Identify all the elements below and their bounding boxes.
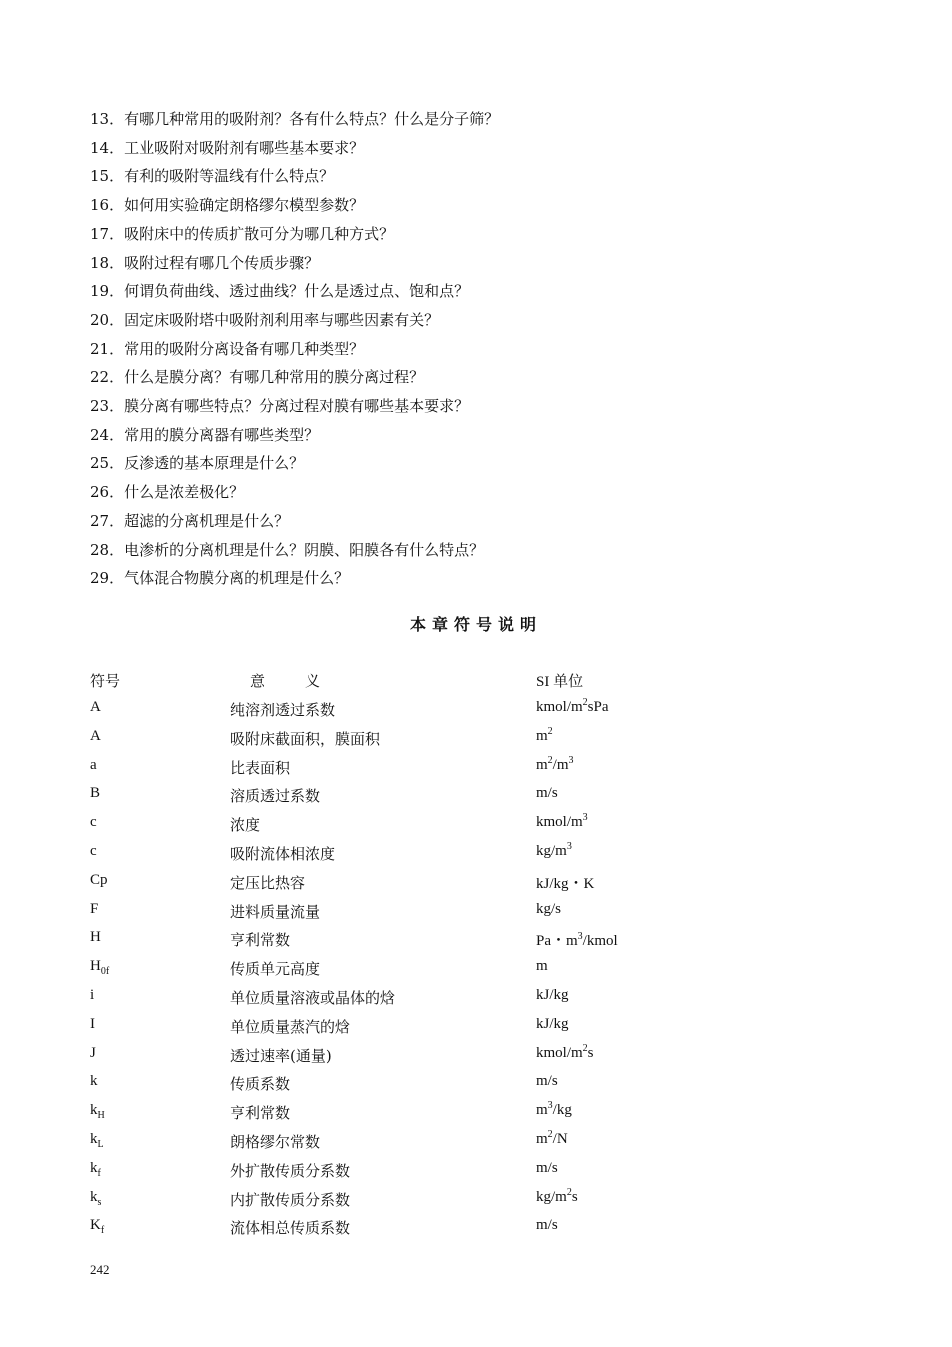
question-item: 13．有哪几种常用的吸附剂？各有什么特点？什么是分子筛？ [90, 110, 500, 128]
table-row [0, 1160, 952, 1186]
symbol-cell: $k_s$ [90, 1188, 102, 1208]
table-row [0, 1102, 952, 1128]
table-row [0, 929, 952, 955]
question-item: 29．气体混合物膜分离的机理是什么？ [90, 569, 350, 588]
symbol-cell: I [90, 1015, 95, 1032]
question-item: 14．工业吸附对吸附剂有哪些基本要求？ [90, 138, 365, 157]
table-row [0, 1217, 952, 1243]
header-unit: SI 单位 [536, 674, 584, 690]
question-item: 26．什么是浓差极化？ [90, 483, 245, 502]
symbol-cell: F [90, 900, 99, 917]
table-row [0, 901, 952, 927]
meaning-cell: 溶质透过系数 [230, 787, 321, 806]
unit-cell: Pa・$m^3$/kmol [536, 931, 618, 950]
unit-cell: kJ/kg [536, 1015, 569, 1032]
meaning-cell: 浓度 [230, 816, 261, 835]
table-row [0, 1073, 952, 1099]
symbol-cell: $k_f$ [90, 1159, 101, 1179]
meaning-cell: 进料质量流量 [230, 902, 321, 921]
unit-cell: $m^2/N$ [536, 1129, 568, 1147]
table-row [0, 754, 952, 783]
table-row [0, 987, 952, 1013]
question-item: 17．吸附床中的传质扩散可分为哪几种方式？ [90, 224, 395, 243]
unit-cell: kmol/$m^3$ [536, 812, 588, 831]
unit-cell: kJ/kg [536, 987, 569, 1003]
unit-cell: $m^2/m^3$ [536, 754, 574, 773]
symbol-cell: B [90, 785, 101, 802]
question-item: 27．超滤的分离机理是什么？ [90, 511, 290, 530]
symbol-cell: J [90, 1044, 96, 1061]
unit-cell: kJ/kg・K [536, 875, 595, 892]
meaning-cell: 定压比热容 [230, 873, 306, 892]
meaning-cell: 朗格缪尔常数 [230, 1133, 321, 1151]
meaning-cell: 外扩散传质分系数 [230, 1161, 351, 1180]
question-item: 20．固定床吸附塔中吸附剂利用率与哪些因素有关？ [90, 310, 440, 329]
table-row [0, 1186, 952, 1215]
question-item: 15．有利的吸附等温线有什么特点？ [90, 167, 335, 186]
table-row [0, 699, 952, 725]
table-row [0, 814, 952, 840]
question-item: 16．如何用实验确定朗格缪尔模型参数？ [90, 196, 365, 215]
meaning-cell: 传质单元高度 [230, 960, 321, 979]
meaning-cell: 单位质量蒸汽的焓 [230, 1017, 351, 1036]
page-number: 242 [90, 1262, 110, 1277]
question-item: 24．常用的膜分离器有哪些类型？ [90, 425, 320, 444]
unit-cell: $kg/m^3$ [536, 841, 572, 859]
header-meaning: 意义 [250, 672, 361, 690]
question-item: 25．反渗透的基本原理是什么？ [90, 454, 305, 473]
header-symbol: 符号 [90, 674, 121, 690]
symbol-cell: H [90, 929, 101, 946]
meaning-cell: 透过速率(通量) [230, 1046, 332, 1065]
meaning-cell: 单位质量溶液或晶体的焓 [230, 989, 396, 1007]
section-title: 本章符号说明 [409, 615, 542, 634]
unit-cell: m/s [536, 1159, 558, 1176]
table-row [0, 725, 952, 754]
meaning-cell: 亨利常数 [230, 931, 291, 950]
unit-cell: $m^2$ [536, 725, 553, 744]
unit-cell: kmol/$m^2sPa$ [536, 697, 609, 715]
question-item: 19．何谓负荷曲线、透过曲线？什么是透过点、饱和点？ [90, 282, 470, 301]
meaning-cell: 吸附流体相浓度 [230, 845, 336, 863]
unit-cell: $kg/m^2s$ [536, 1186, 578, 1205]
symbol-cell: i [90, 987, 95, 1003]
meaning-cell: 吸附床截面积，膜面积 [230, 729, 381, 748]
unit-cell: kmol/$m^2s$ [536, 1042, 594, 1061]
symbol-cell: k [90, 1073, 98, 1090]
meaning-cell: 亨利常数 [230, 1104, 291, 1123]
table-row [0, 785, 952, 811]
unit-cell: $m^3/kg$ [536, 1100, 572, 1119]
table-row [0, 843, 952, 869]
unit-cell: m [536, 958, 548, 975]
unit-cell: m/s [536, 1217, 558, 1234]
symbol-cell: $k_L$ [90, 1131, 104, 1150]
meaning-cell: 流体相总传质系数 [230, 1219, 351, 1238]
symbol-cell: c [90, 814, 97, 831]
table-header [0, 670, 952, 696]
question-item: 22．什么是膜分离？有哪几种常用的膜分离过程？ [90, 368, 425, 387]
symbol-cell: A [90, 699, 101, 715]
symbol-cell: Cp [90, 871, 108, 888]
meaning-cell: 纯溶剂透过系数 [230, 701, 336, 719]
question-item: 21．常用的吸附分离设备有哪几种类型？ [90, 339, 365, 358]
table-row [0, 1016, 952, 1042]
unit-cell: m/s [536, 1073, 558, 1090]
symbol-cell: $H_{0f}$ [90, 958, 110, 978]
question-item: 23．膜分离有哪些特点？分离过程对膜有哪些基本要求？ [90, 397, 470, 415]
symbol-cell: c [90, 843, 97, 859]
unit-cell: kg/s [536, 900, 562, 917]
meaning-cell: 比表面积 [230, 758, 291, 777]
question-item: 28．电渗析的分离机理是什么？阴膜、阳膜各有什么特点？ [90, 540, 485, 559]
symbol-cell: a [90, 756, 97, 773]
table-row [0, 1042, 952, 1071]
meaning-cell: 传质系数 [230, 1075, 291, 1094]
symbol-cell: A [90, 727, 101, 744]
table-row [0, 872, 952, 898]
table-row [0, 1131, 952, 1157]
symbol-cell: $K_f$ [90, 1217, 105, 1237]
meaning-cell: 内扩散传质分系数 [230, 1190, 351, 1209]
symbol-cell: $k_H$ [90, 1102, 105, 1122]
table-row [0, 958, 952, 984]
unit-cell: m/s [536, 785, 558, 802]
question-item: 18．吸附过程有哪几个传质步骤？ [90, 253, 320, 272]
